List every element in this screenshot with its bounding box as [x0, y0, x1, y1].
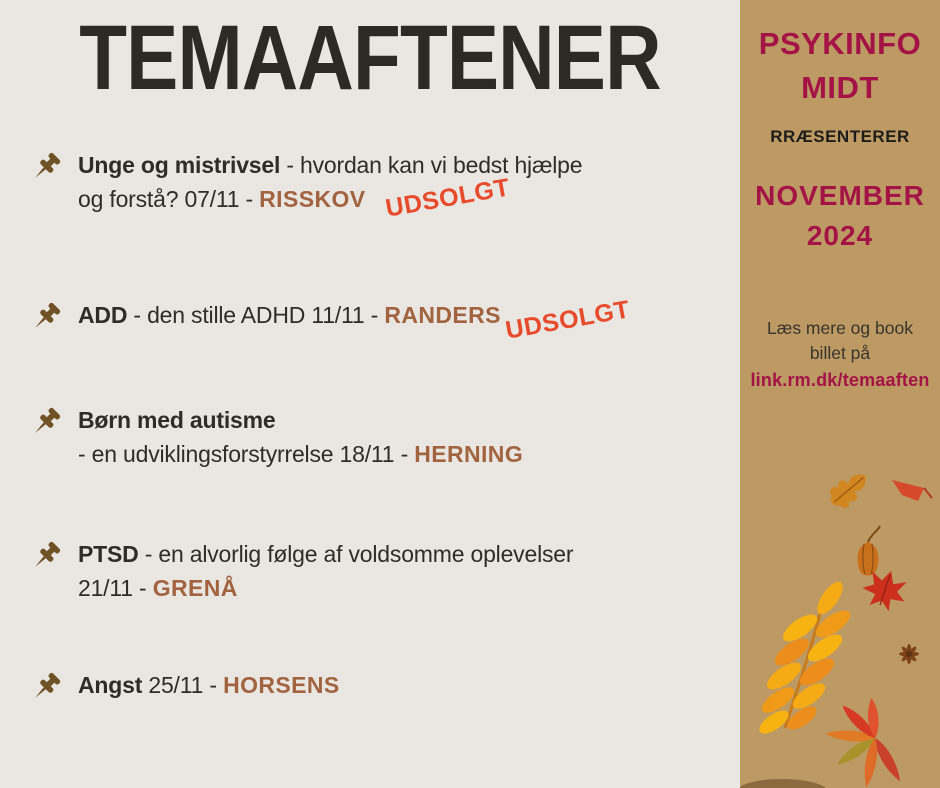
autumn-leaves-decoration — [740, 438, 940, 788]
month-line1: NOVEMBER — [755, 180, 925, 211]
event-city: GRENÅ — [152, 575, 238, 601]
event-city: RANDERS — [384, 302, 501, 328]
presents-label: RRÆSENTERER — [770, 127, 910, 146]
event-item-add — [28, 295, 708, 345]
event-text — [78, 298, 501, 332]
event-item-angst — [28, 668, 708, 710]
booking-info-line1: Læs mere og book — [767, 318, 913, 338]
event-item-unge-og-mistrivsel — [28, 148, 708, 223]
event-city: HORSENS — [223, 672, 340, 698]
event-title: ADD — [78, 302, 128, 328]
event-title: Børn med autisme — [78, 407, 276, 433]
booking-info-line2: billet på — [809, 343, 871, 363]
event-text — [78, 403, 523, 471]
page-title: TEMAAFTENER — [79, 7, 661, 109]
event-desc: og forstå? 07/11 - — [78, 186, 260, 212]
event-item-ptsd — [28, 537, 708, 605]
event-desc: - hvordan kan vi bedst hjælpe — [280, 152, 583, 178]
brand-line1: PSYKINFO — [758, 26, 922, 61]
event-title: Unge og mistrivsel — [78, 152, 281, 178]
sold-out-badge: UDSOLGT — [503, 295, 633, 345]
event-desc: - den stille ADHD 11/11 - — [127, 302, 385, 328]
booking-info — [740, 316, 940, 366]
event-item-born-med-autisme — [28, 403, 708, 471]
pushpin-icon — [28, 668, 64, 710]
event-desc: 25/11 - — [142, 672, 224, 698]
event-city: HERNING — [414, 441, 524, 467]
pushpin-icon — [28, 403, 64, 445]
event-desc: 21/11 - — [78, 575, 153, 601]
sidebar — [740, 0, 940, 788]
sold-out-badge: UDSOLGT — [383, 173, 513, 223]
pushpin-icon — [28, 298, 64, 340]
pushpin-icon — [28, 537, 64, 579]
month-line2: 2024 — [806, 220, 874, 251]
brand-title — [740, 22, 940, 110]
brand-line2: MIDT — [801, 70, 879, 105]
event-desc: - en udviklingsforstyrrelse 18/11 - — [78, 441, 415, 467]
month-label — [740, 176, 940, 256]
event-title: PTSD — [78, 541, 139, 567]
event-city: RISSKOV — [259, 186, 366, 212]
booking-link[interactable]: link.rm.dk/temaaften — [750, 370, 930, 390]
event-title: Angst — [78, 672, 143, 698]
event-text — [78, 537, 573, 605]
event-desc: - en alvorlig følge af voldsomme oplevelser — [138, 541, 574, 567]
event-text — [78, 668, 340, 702]
pushpin-icon — [28, 148, 64, 190]
